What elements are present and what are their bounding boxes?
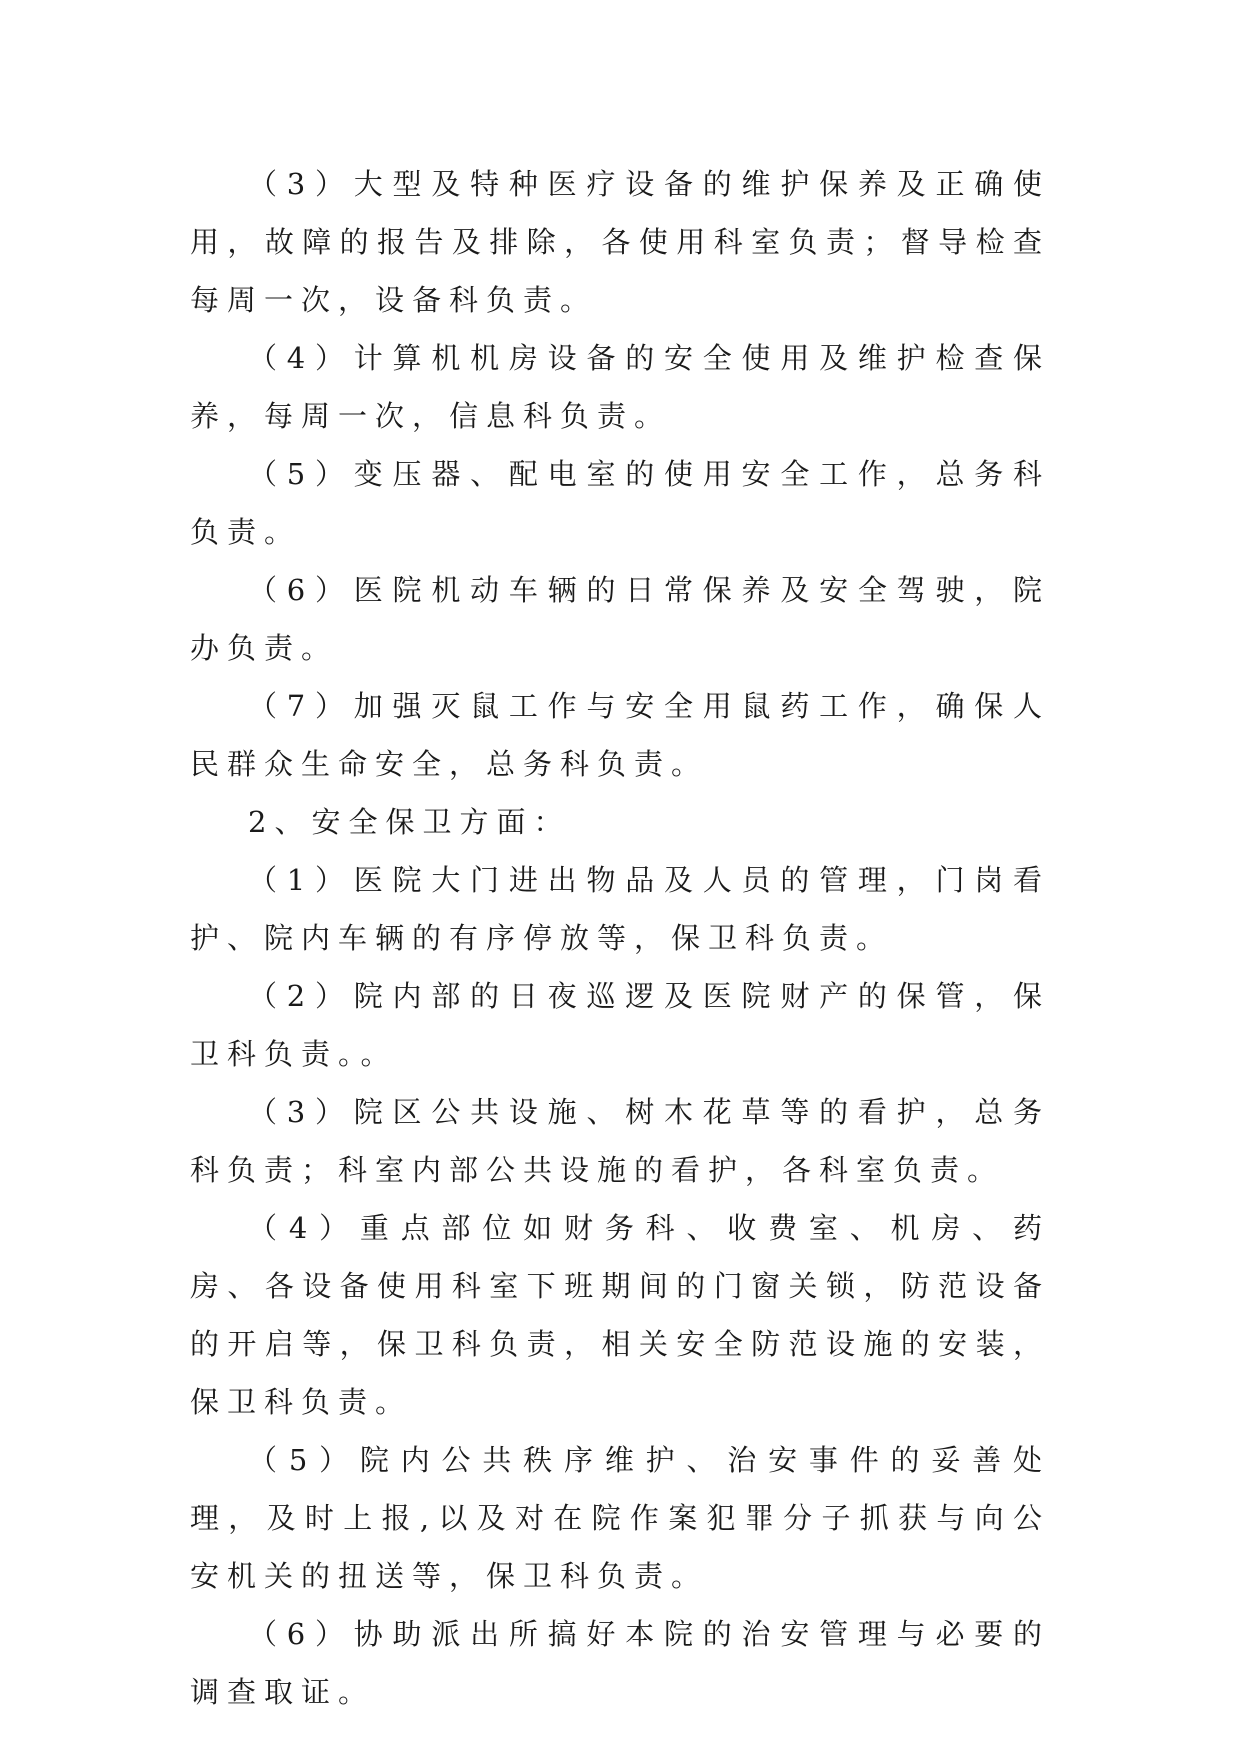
paragraph-security-5: （5）院内公共秩序维护、治安事件的妥善处理，及时上报,以及对在院作案犯罪分子抓获与向公安机关的扭送等，保卫科负责。 xyxy=(190,1443,1050,1593)
section-heading-security: 2、安全保卫方面： xyxy=(248,805,571,839)
paragraph-equipment-5: （5）变压器、配电室的使用安全工作，总务科负责。 xyxy=(190,457,1050,549)
paragraph-security-2: （2）院内部的日夜巡逻及医院财产的保管，保卫科负责。。 xyxy=(190,979,1050,1071)
paragraph-equipment-3: （3）大型及特种医疗设备的维护保养及正确使用，故障的报告及排除，各使用科室负责；督导检查每周一次，设备科负责。 xyxy=(190,167,1050,317)
paragraph-equipment-7: （7）加强灭鼠工作与安全用鼠药工作，确保人民群众生命安全，总务科负责。 xyxy=(190,689,1050,781)
paragraph-security-4: （4）重点部位如财务科、收费室、机房、药房、各设备使用科室下班期间的门窗关锁，防范设备的开启等，保卫科负责，相关安全防范设施的安装，保卫科负责。 xyxy=(190,1211,1050,1419)
paragraph-equipment-4: （4）计算机机房设备的安全使用及维护检查保养，每周一次，信息科负责。 xyxy=(190,341,1050,433)
paragraph-security-1: （1）医院大门进出物品及人员的管理，门岗看护、院内车辆的有序停放等，保卫科负责。 xyxy=(190,863,1050,955)
paragraph-security-6: （6）协助派出所搞好本院的治安管理与必要的调查取证。 xyxy=(190,1617,1050,1709)
paragraph-security-3: （3）院区公共设施、树木花草等的看护，总务科负责；科室内部公共设施的看护，各科室负责。 xyxy=(190,1095,1050,1187)
document-body xyxy=(190,155,1050,1721)
paragraph-equipment-6: （6）医院机动车辆的日常保养及安全驾驶，院办负责。 xyxy=(190,573,1050,665)
